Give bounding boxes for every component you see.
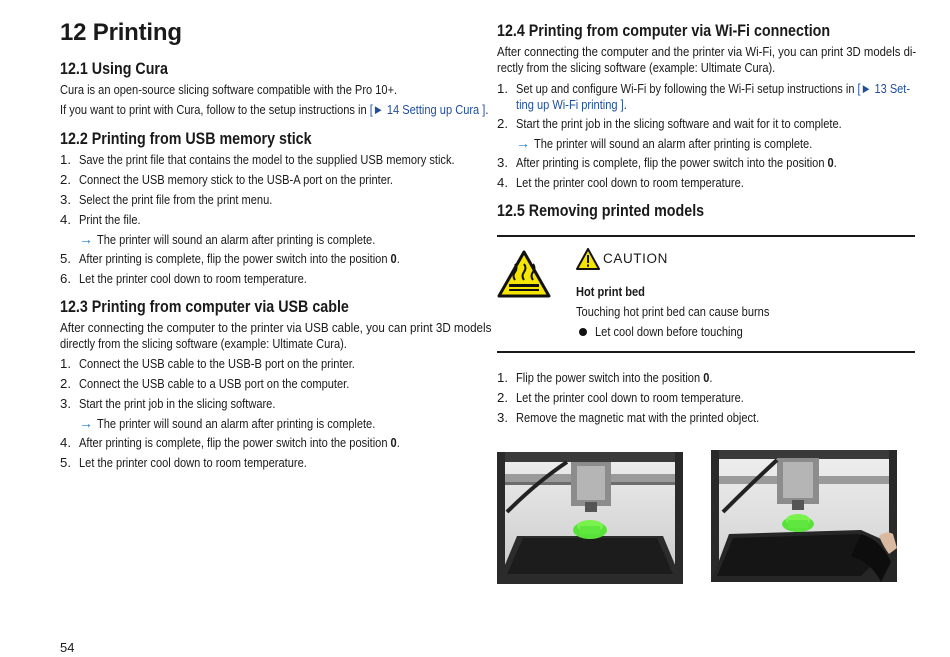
page-number: 54: [60, 640, 75, 655]
caution-warning-icon: [576, 248, 600, 270]
list-item: After printing is complete, flip the power switch into the position 0.: [79, 251, 400, 266]
caution-top-rule: [497, 235, 915, 237]
result-line: → The printer will sound an alarm after printing is complete.: [516, 135, 812, 151]
list-item: Start the print job in the slicing software.: [79, 396, 276, 411]
list-item: Let the printer cool down to room temperature.: [79, 271, 307, 286]
step-number: 2.: [60, 376, 71, 391]
list-item: Let the printer cool down to room temperature.: [516, 390, 744, 405]
step-number: 5.: [60, 455, 71, 470]
link-setting-up-wifi[interactable]: [► 13 Set-: [857, 81, 911, 96]
list-item: Flip the power switch into the position 0.: [516, 370, 713, 385]
list-item: Save the print file that contains the model to the supplied USB memory stick.: [79, 152, 455, 167]
list-item: Set up and configure Wi-Fi by following the Wi-Fi setup instructions in [► 13 Set-: [516, 81, 911, 96]
section-title-12-5: 12.5 Removing printed models: [497, 201, 705, 220]
printer-photo-print-bed: [497, 452, 683, 584]
list-item: Print the file.: [79, 212, 141, 227]
list-item: After printing is complete, flip the power switch into the position 0.: [516, 155, 837, 170]
step-number: 4.: [497, 175, 508, 190]
link-setting-up-cura[interactable]: [► 14 Setting up Cura ]: [369, 102, 486, 117]
s1-line2: If you want to print with Cura, follow to the setup instructions in [► 14 Setting up Cura ].: [60, 102, 489, 117]
arrow-right-icon: →: [79, 415, 93, 431]
section-title-12-4: 12.4 Printing from computer via Wi-Fi connection: [497, 21, 831, 40]
list-item: After printing is complete, flip the power switch into the position 0.: [79, 435, 400, 450]
hazard-bullet: Let cool down before touching: [595, 324, 743, 339]
chapter-title: 12 Printing: [60, 19, 182, 46]
hazard-text: Touching hot print bed can cause burns: [576, 304, 770, 319]
step-number: 3.: [60, 192, 71, 207]
section-title-12-1: 12.1 Using Cura: [60, 59, 168, 78]
step-number: 4.: [60, 212, 71, 227]
section-title-12-2: 12.2 Printing from USB memory stick: [60, 129, 312, 148]
result-line: → The printer will sound an alarm after printing is complete.: [79, 415, 375, 431]
step-number: 1.: [60, 356, 71, 371]
step-number: 3.: [60, 396, 71, 411]
s3-intro-line2: directly from the slicing software (example: Ultimate Cura).: [60, 336, 347, 351]
section-title-12-3: 12.3 Printing from computer via USB cable: [60, 297, 349, 316]
list-item: Connect the USB cable to a USB port on the computer.: [79, 376, 350, 391]
step-number: 6.: [60, 271, 71, 286]
list-item: Connect the USB cable to the USB-B port on the printer.: [79, 356, 355, 371]
printer-photo-removing-mat: [711, 450, 897, 582]
s4-intro-line2: rectly from the slicing software (example: Ultimate Cura).: [497, 60, 776, 75]
arrow-right-icon: →: [79, 231, 93, 247]
bullet-icon: [579, 328, 587, 336]
step-number: 3.: [497, 410, 508, 425]
result-line: → The printer will sound an alarm after printing is complete.: [79, 231, 375, 247]
s4-intro-line1: After connecting the computer and the printer via Wi-Fi, you can print 3D models di-: [497, 44, 917, 59]
step-number: 3.: [497, 155, 508, 170]
step-number: 2.: [497, 116, 508, 131]
hazard-title: Hot print bed: [576, 284, 645, 299]
list-item: Let the printer cool down to room temperature.: [79, 455, 307, 470]
caution-bottom-rule: [497, 351, 915, 353]
list-item: Connect the USB memory stick to the USB-A port on the printer.: [79, 172, 394, 187]
step-number: 2.: [60, 172, 71, 187]
s3-intro-line1: After connecting the computer to the printer via USB cable, you can print 3D models: [60, 320, 492, 335]
step-number: 4.: [60, 435, 71, 450]
list-item: Remove the magnetic mat with the printed object.: [516, 410, 760, 425]
link-setting-up-wifi-cont[interactable]: ting up Wi-Fi printing ]: [516, 97, 624, 112]
list-item-continued: ting up Wi-Fi printing ].: [516, 97, 627, 112]
arrow-right-icon: →: [516, 135, 530, 151]
step-number: 2.: [497, 390, 508, 405]
list-item: Start the print job in the slicing software and wait for it to complete.: [516, 116, 842, 131]
step-number: 1.: [60, 152, 71, 167]
list-item: Select the print file from the print menu.: [79, 192, 273, 207]
step-number: 1.: [497, 370, 508, 385]
caution-label: CAUTION: [603, 251, 668, 266]
hot-surface-warning-icon: [497, 250, 551, 298]
step-number: 5.: [60, 251, 71, 266]
s1-line1: Cura is an open-source slicing software compatible with the Pro 10+.: [60, 82, 398, 97]
step-number: 1.: [497, 81, 508, 96]
list-item: Let the printer cool down to room temperature.: [516, 175, 744, 190]
